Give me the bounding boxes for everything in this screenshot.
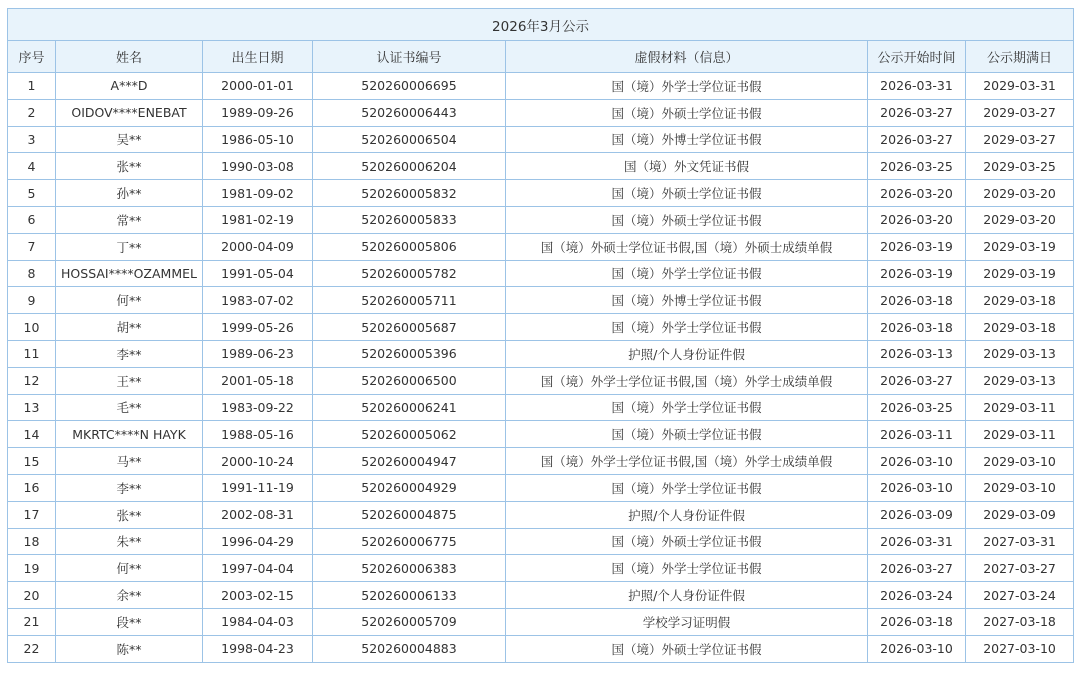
cell-start-date: 2026-03-18 [868, 314, 966, 341]
cell-index: 1 [8, 73, 56, 100]
cell-name: 余** [56, 582, 203, 609]
cell-index: 11 [8, 340, 56, 367]
cell-expiry-date: 2029-03-13 [966, 367, 1074, 394]
cell-index: 7 [8, 233, 56, 260]
table-body [8, 73, 1074, 663]
cell-expiry-date: 2029-03-18 [966, 287, 1074, 314]
cell-birth-date: 1996-04-29 [203, 528, 313, 555]
cell-expiry-date: 2029-03-19 [966, 233, 1074, 260]
cell-name: 吴** [56, 126, 203, 153]
table-title: 2026年3月公示 [8, 9, 1074, 41]
column-header-birth-date: 出生日期 [203, 41, 313, 73]
cell-index: 17 [8, 501, 56, 528]
cell-false-material: 护照/个人身份证件假 [506, 582, 868, 609]
cell-expiry-date: 2029-03-11 [966, 421, 1074, 448]
cell-start-date: 2026-03-31 [868, 528, 966, 555]
cell-index: 6 [8, 206, 56, 233]
table-row [8, 367, 1074, 394]
cell-index: 5 [8, 180, 56, 207]
cell-index: 15 [8, 448, 56, 475]
cell-index: 12 [8, 367, 56, 394]
cell-birth-date: 1989-06-23 [203, 340, 313, 367]
cell-expiry-date: 2027-03-18 [966, 608, 1074, 635]
cell-name: 丁** [56, 233, 203, 260]
cell-start-date: 2026-03-11 [868, 421, 966, 448]
cell-certificate-number: 520260006695 [313, 73, 506, 100]
cell-index: 19 [8, 555, 56, 582]
cell-false-material: 国（境）外学士学位证书假,国（境）外学士成绩单假 [506, 448, 868, 475]
cell-false-material: 国（境）外学士学位证书假 [506, 394, 868, 421]
table-row [8, 555, 1074, 582]
cell-name: OIDOV****ENEBAT [56, 99, 203, 126]
cell-expiry-date: 2029-03-20 [966, 180, 1074, 207]
cell-certificate-number: 520260005711 [313, 287, 506, 314]
cell-birth-date: 1991-11-19 [203, 474, 313, 501]
cell-false-material: 国（境）外硕士学位证书假 [506, 206, 868, 233]
cell-start-date: 2026-03-09 [868, 501, 966, 528]
cell-name: 王** [56, 367, 203, 394]
cell-certificate-number: 520260006443 [313, 99, 506, 126]
cell-certificate-number: 520260006775 [313, 528, 506, 555]
cell-expiry-date: 2027-03-10 [966, 635, 1074, 662]
cell-false-material: 国（境）外硕士学位证书假 [506, 528, 868, 555]
cell-false-material: 国（境）外学士学位证书假 [506, 474, 868, 501]
cell-false-material: 国（境）外硕士学位证书假,国（境）外硕士成绩单假 [506, 233, 868, 260]
cell-name: 胡** [56, 314, 203, 341]
cell-name: 何** [56, 555, 203, 582]
cell-index: 20 [8, 582, 56, 609]
cell-start-date: 2026-03-18 [868, 608, 966, 635]
cell-expiry-date: 2029-03-27 [966, 126, 1074, 153]
cell-name: MKRTC****N HAYK [56, 421, 203, 448]
cell-expiry-date: 2029-03-19 [966, 260, 1074, 287]
cell-certificate-number: 520260004947 [313, 448, 506, 475]
cell-start-date: 2026-03-27 [868, 555, 966, 582]
cell-start-date: 2026-03-31 [868, 73, 966, 100]
cell-name: 常** [56, 206, 203, 233]
table-row [8, 528, 1074, 555]
table-row [8, 635, 1074, 662]
cell-false-material: 国（境）外硕士学位证书假 [506, 421, 868, 448]
cell-name: 孙** [56, 180, 203, 207]
cell-false-material: 国（境）外硕士学位证书假 [506, 180, 868, 207]
cell-name: HOSSAI****OZAMMEL [56, 260, 203, 287]
cell-false-material: 国（境）外文凭证书假 [506, 153, 868, 180]
column-header-index: 序号 [8, 41, 56, 73]
cell-index: 4 [8, 153, 56, 180]
cell-index: 16 [8, 474, 56, 501]
cell-birth-date: 1991-05-04 [203, 260, 313, 287]
table-row [8, 608, 1074, 635]
table-row [8, 448, 1074, 475]
cell-expiry-date: 2029-03-10 [966, 474, 1074, 501]
cell-certificate-number: 520260005833 [313, 206, 506, 233]
cell-index: 8 [8, 260, 56, 287]
cell-birth-date: 1997-04-04 [203, 555, 313, 582]
cell-certificate-number: 520260006383 [313, 555, 506, 582]
cell-certificate-number: 520260004875 [313, 501, 506, 528]
cell-certificate-number: 520260005396 [313, 340, 506, 367]
table-row [8, 287, 1074, 314]
cell-name: 段** [56, 608, 203, 635]
cell-expiry-date: 2029-03-13 [966, 340, 1074, 367]
cell-expiry-date: 2027-03-27 [966, 555, 1074, 582]
cell-name: 陈** [56, 635, 203, 662]
column-header-certificate-number: 认证书编号 [313, 41, 506, 73]
cell-certificate-number: 520260006504 [313, 126, 506, 153]
table-row [8, 260, 1074, 287]
cell-expiry-date: 2029-03-09 [966, 501, 1074, 528]
cell-false-material: 学校学习证明假 [506, 608, 868, 635]
cell-name: 马** [56, 448, 203, 475]
table-row [8, 501, 1074, 528]
cell-false-material: 国（境）外学士学位证书假 [506, 260, 868, 287]
table-row [8, 314, 1074, 341]
cell-false-material: 国（境）外博士学位证书假 [506, 287, 868, 314]
cell-start-date: 2026-03-10 [868, 474, 966, 501]
cell-birth-date: 1981-09-02 [203, 180, 313, 207]
table-row [8, 421, 1074, 448]
cell-start-date: 2026-03-10 [868, 448, 966, 475]
cell-expiry-date: 2027-03-24 [966, 582, 1074, 609]
announcement-table [7, 8, 1074, 663]
cell-index: 21 [8, 608, 56, 635]
announcement-table-container [7, 8, 1073, 663]
cell-name: 毛** [56, 394, 203, 421]
cell-name: 李** [56, 340, 203, 367]
table-row [8, 126, 1074, 153]
cell-false-material: 国（境）外学士学位证书假 [506, 73, 868, 100]
cell-birth-date: 1983-09-22 [203, 394, 313, 421]
cell-start-date: 2026-03-20 [868, 180, 966, 207]
cell-birth-date: 2003-02-15 [203, 582, 313, 609]
cell-expiry-date: 2029-03-31 [966, 73, 1074, 100]
cell-start-date: 2026-03-19 [868, 233, 966, 260]
cell-start-date: 2026-03-27 [868, 99, 966, 126]
column-header-name: 姓名 [56, 41, 203, 73]
table-row [8, 394, 1074, 421]
cell-false-material: 国（境）外硕士学位证书假 [506, 99, 868, 126]
cell-certificate-number: 520260005782 [313, 260, 506, 287]
cell-index: 10 [8, 314, 56, 341]
cell-birth-date: 2000-04-09 [203, 233, 313, 260]
cell-expiry-date: 2029-03-10 [966, 448, 1074, 475]
cell-false-material: 国（境）外硕士学位证书假 [506, 635, 868, 662]
cell-index: 9 [8, 287, 56, 314]
cell-expiry-date: 2029-03-25 [966, 153, 1074, 180]
cell-index: 3 [8, 126, 56, 153]
cell-false-material: 国（境）外学士学位证书假 [506, 314, 868, 341]
cell-birth-date: 1981-02-19 [203, 206, 313, 233]
cell-false-material: 护照/个人身份证件假 [506, 501, 868, 528]
table-row [8, 73, 1074, 100]
cell-start-date: 2026-03-27 [868, 126, 966, 153]
cell-certificate-number: 520260006133 [313, 582, 506, 609]
table-row [8, 233, 1074, 260]
cell-certificate-number: 520260005709 [313, 608, 506, 635]
cell-certificate-number: 520260006204 [313, 153, 506, 180]
cell-certificate-number: 520260005062 [313, 421, 506, 448]
cell-certificate-number: 520260006241 [313, 394, 506, 421]
cell-expiry-date: 2027-03-31 [966, 528, 1074, 555]
cell-index: 2 [8, 99, 56, 126]
cell-certificate-number: 520260004929 [313, 474, 506, 501]
column-header-start-date: 公示开始时间 [868, 41, 966, 73]
cell-start-date: 2026-03-24 [868, 582, 966, 609]
cell-birth-date: 2000-10-24 [203, 448, 313, 475]
cell-start-date: 2026-03-18 [868, 287, 966, 314]
cell-start-date: 2026-03-20 [868, 206, 966, 233]
table-row [8, 206, 1074, 233]
table-row [8, 99, 1074, 126]
cell-birth-date: 1983-07-02 [203, 287, 313, 314]
cell-name: 张** [56, 501, 203, 528]
cell-birth-date: 1999-05-26 [203, 314, 313, 341]
table-row [8, 582, 1074, 609]
column-header-expiry-date: 公示期满日 [966, 41, 1074, 73]
cell-expiry-date: 2029-03-27 [966, 99, 1074, 126]
cell-birth-date: 2000-01-01 [203, 73, 313, 100]
cell-index: 22 [8, 635, 56, 662]
cell-false-material: 护照/个人身份证件假 [506, 340, 868, 367]
cell-start-date: 2026-03-25 [868, 153, 966, 180]
cell-birth-date: 2002-08-31 [203, 501, 313, 528]
cell-false-material: 国（境）外博士学位证书假 [506, 126, 868, 153]
cell-false-material: 国（境）外学士学位证书假 [506, 555, 868, 582]
table-row [8, 153, 1074, 180]
cell-birth-date: 1988-05-16 [203, 421, 313, 448]
table-row [8, 340, 1074, 367]
cell-certificate-number: 520260006500 [313, 367, 506, 394]
cell-certificate-number: 520260005687 [313, 314, 506, 341]
column-header-false-material: 虚假材料（信息） [506, 41, 868, 73]
cell-name: 李** [56, 474, 203, 501]
cell-name: 张** [56, 153, 203, 180]
cell-certificate-number: 520260005832 [313, 180, 506, 207]
cell-name: 何** [56, 287, 203, 314]
cell-certificate-number: 520260005806 [313, 233, 506, 260]
cell-start-date: 2026-03-27 [868, 367, 966, 394]
cell-birth-date: 1986-05-10 [203, 126, 313, 153]
cell-birth-date: 1998-04-23 [203, 635, 313, 662]
table-title-row [8, 9, 1074, 41]
cell-start-date: 2026-03-10 [868, 635, 966, 662]
cell-start-date: 2026-03-13 [868, 340, 966, 367]
cell-expiry-date: 2029-03-18 [966, 314, 1074, 341]
cell-false-material: 国（境）外学士学位证书假,国（境）外学士成绩单假 [506, 367, 868, 394]
cell-birth-date: 1990-03-08 [203, 153, 313, 180]
cell-index: 13 [8, 394, 56, 421]
cell-start-date: 2026-03-25 [868, 394, 966, 421]
cell-name: 朱** [56, 528, 203, 555]
table-row [8, 474, 1074, 501]
cell-birth-date: 2001-05-18 [203, 367, 313, 394]
cell-index: 18 [8, 528, 56, 555]
cell-expiry-date: 2029-03-20 [966, 206, 1074, 233]
table-header-row [8, 41, 1074, 73]
cell-certificate-number: 520260004883 [313, 635, 506, 662]
cell-birth-date: 1984-04-03 [203, 608, 313, 635]
cell-start-date: 2026-03-19 [868, 260, 966, 287]
cell-expiry-date: 2029-03-11 [966, 394, 1074, 421]
cell-index: 14 [8, 421, 56, 448]
cell-name: A***D [56, 73, 203, 100]
cell-birth-date: 1989-09-26 [203, 99, 313, 126]
table-row [8, 180, 1074, 207]
